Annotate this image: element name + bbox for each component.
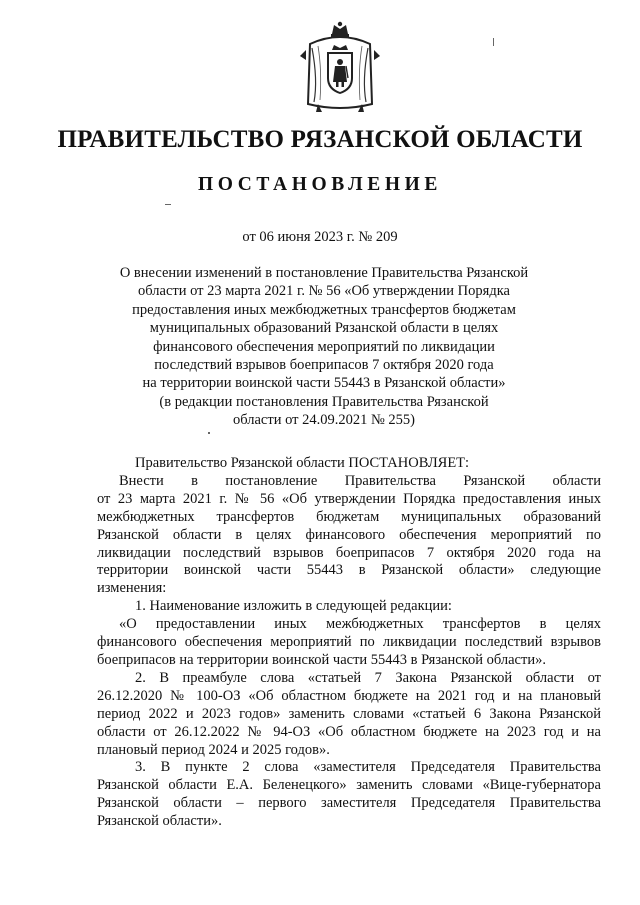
body-line: «О предоставлении иных межбюджетных трансфертов в целях	[119, 616, 601, 633]
body-line: финансового обеспечения мероприятий по ликвидации последствий взрывов	[97, 634, 601, 651]
body-line: 3. В пункте 2 слова «заместителя Председателя Правительства	[135, 759, 601, 776]
body-line: Рязанской области».	[97, 813, 222, 830]
subject-line: предоставления иных межбюджетных трансфертов бюджетам	[132, 301, 516, 318]
body-line: области от 26.12.2022 № 94-ОЗ «Об областном бюджете на 2023 год и на	[97, 723, 601, 740]
organization-title: ПРАВИТЕЛЬСТВО РЯЗАНСКОЙ ОБЛАСТИ	[57, 126, 583, 153]
body-line: период 2022 и 2023 годов» заменить словами «статьей 6 Закона Рязанской	[97, 705, 601, 722]
subject-line: финансового обеспечения мероприятий по ликвидации	[153, 338, 495, 355]
body-line: 1. Наименование изложить в следующей редакции:	[135, 598, 452, 615]
body-line: Внести в постановление Правительства Рязанской области	[119, 472, 601, 489]
document-subject	[100, 264, 548, 430]
body-line: Правительство Рязанской области ПОСТАНОВЛЯЕТ:	[135, 455, 470, 471]
subject-line: области от 23 марта 2021 г. № 56 «Об утверждении Порядка	[138, 283, 510, 300]
body-line: плановый период 2024 и 2025 годов».	[97, 741, 330, 758]
subject-line: последствий взрывов боеприпасов 7 октября 2020 года	[154, 357, 494, 374]
document-body	[97, 455, 601, 831]
body-line: Рязанской области Е.А. Беленецкого» заменить словами «Вице-губернатора	[97, 777, 601, 794]
body-line: от 23 марта 2021 г. № 56 «Об утверждении Порядка предоставления иных	[97, 490, 601, 507]
document-date-number: от 06 июня 2023 г. № 209	[242, 229, 398, 245]
subject-line: области от 24.09.2021 № 255)	[232, 412, 416, 429]
body-line: 26.12.2020 № 100-ОЗ «Об областном бюджете на 2021 год и на плановый	[97, 687, 601, 704]
subject-line: О внесении изменений в постановление Правительства Рязанской	[119, 265, 529, 281]
body-line: территории воинской части 55443 в Рязанской области» следующие	[97, 562, 601, 579]
subject-line: муниципальных образований Рязанской области в целях	[149, 320, 499, 337]
body-line: изменения:	[97, 580, 167, 597]
subject-line: на территории воинской части 55443 в Рязанской области»	[142, 375, 506, 392]
body-line: Рязанской области – первого заместителя Председателя Правительства	[97, 795, 601, 812]
scan-mark	[208, 432, 210, 434]
coat-of-arms-icon	[298, 20, 382, 116]
body-line: Рязанской области в целях финансового обеспечения мероприятий по	[97, 526, 601, 543]
scan-mark	[493, 38, 494, 46]
body-line: ликвидации последствий взрывов боеприпасов 7 октября 2020 года на	[97, 544, 601, 561]
body-line: межбюджетных трансфертов бюджетам муниципальных образований	[97, 508, 601, 525]
body-line: 2. В преамбуле слова «статьей 7 Закона Рязанской области от	[135, 669, 601, 686]
subject-line: (в редакции постановления Правительства Рязанской	[159, 393, 489, 410]
body-line: боеприпасов на территории воинской части 55443 в Рязанской области».	[97, 651, 546, 668]
document-type-heading: ПОСТАНОВЛЕНИЕ	[197, 174, 443, 195]
scan-mark	[165, 204, 171, 205]
